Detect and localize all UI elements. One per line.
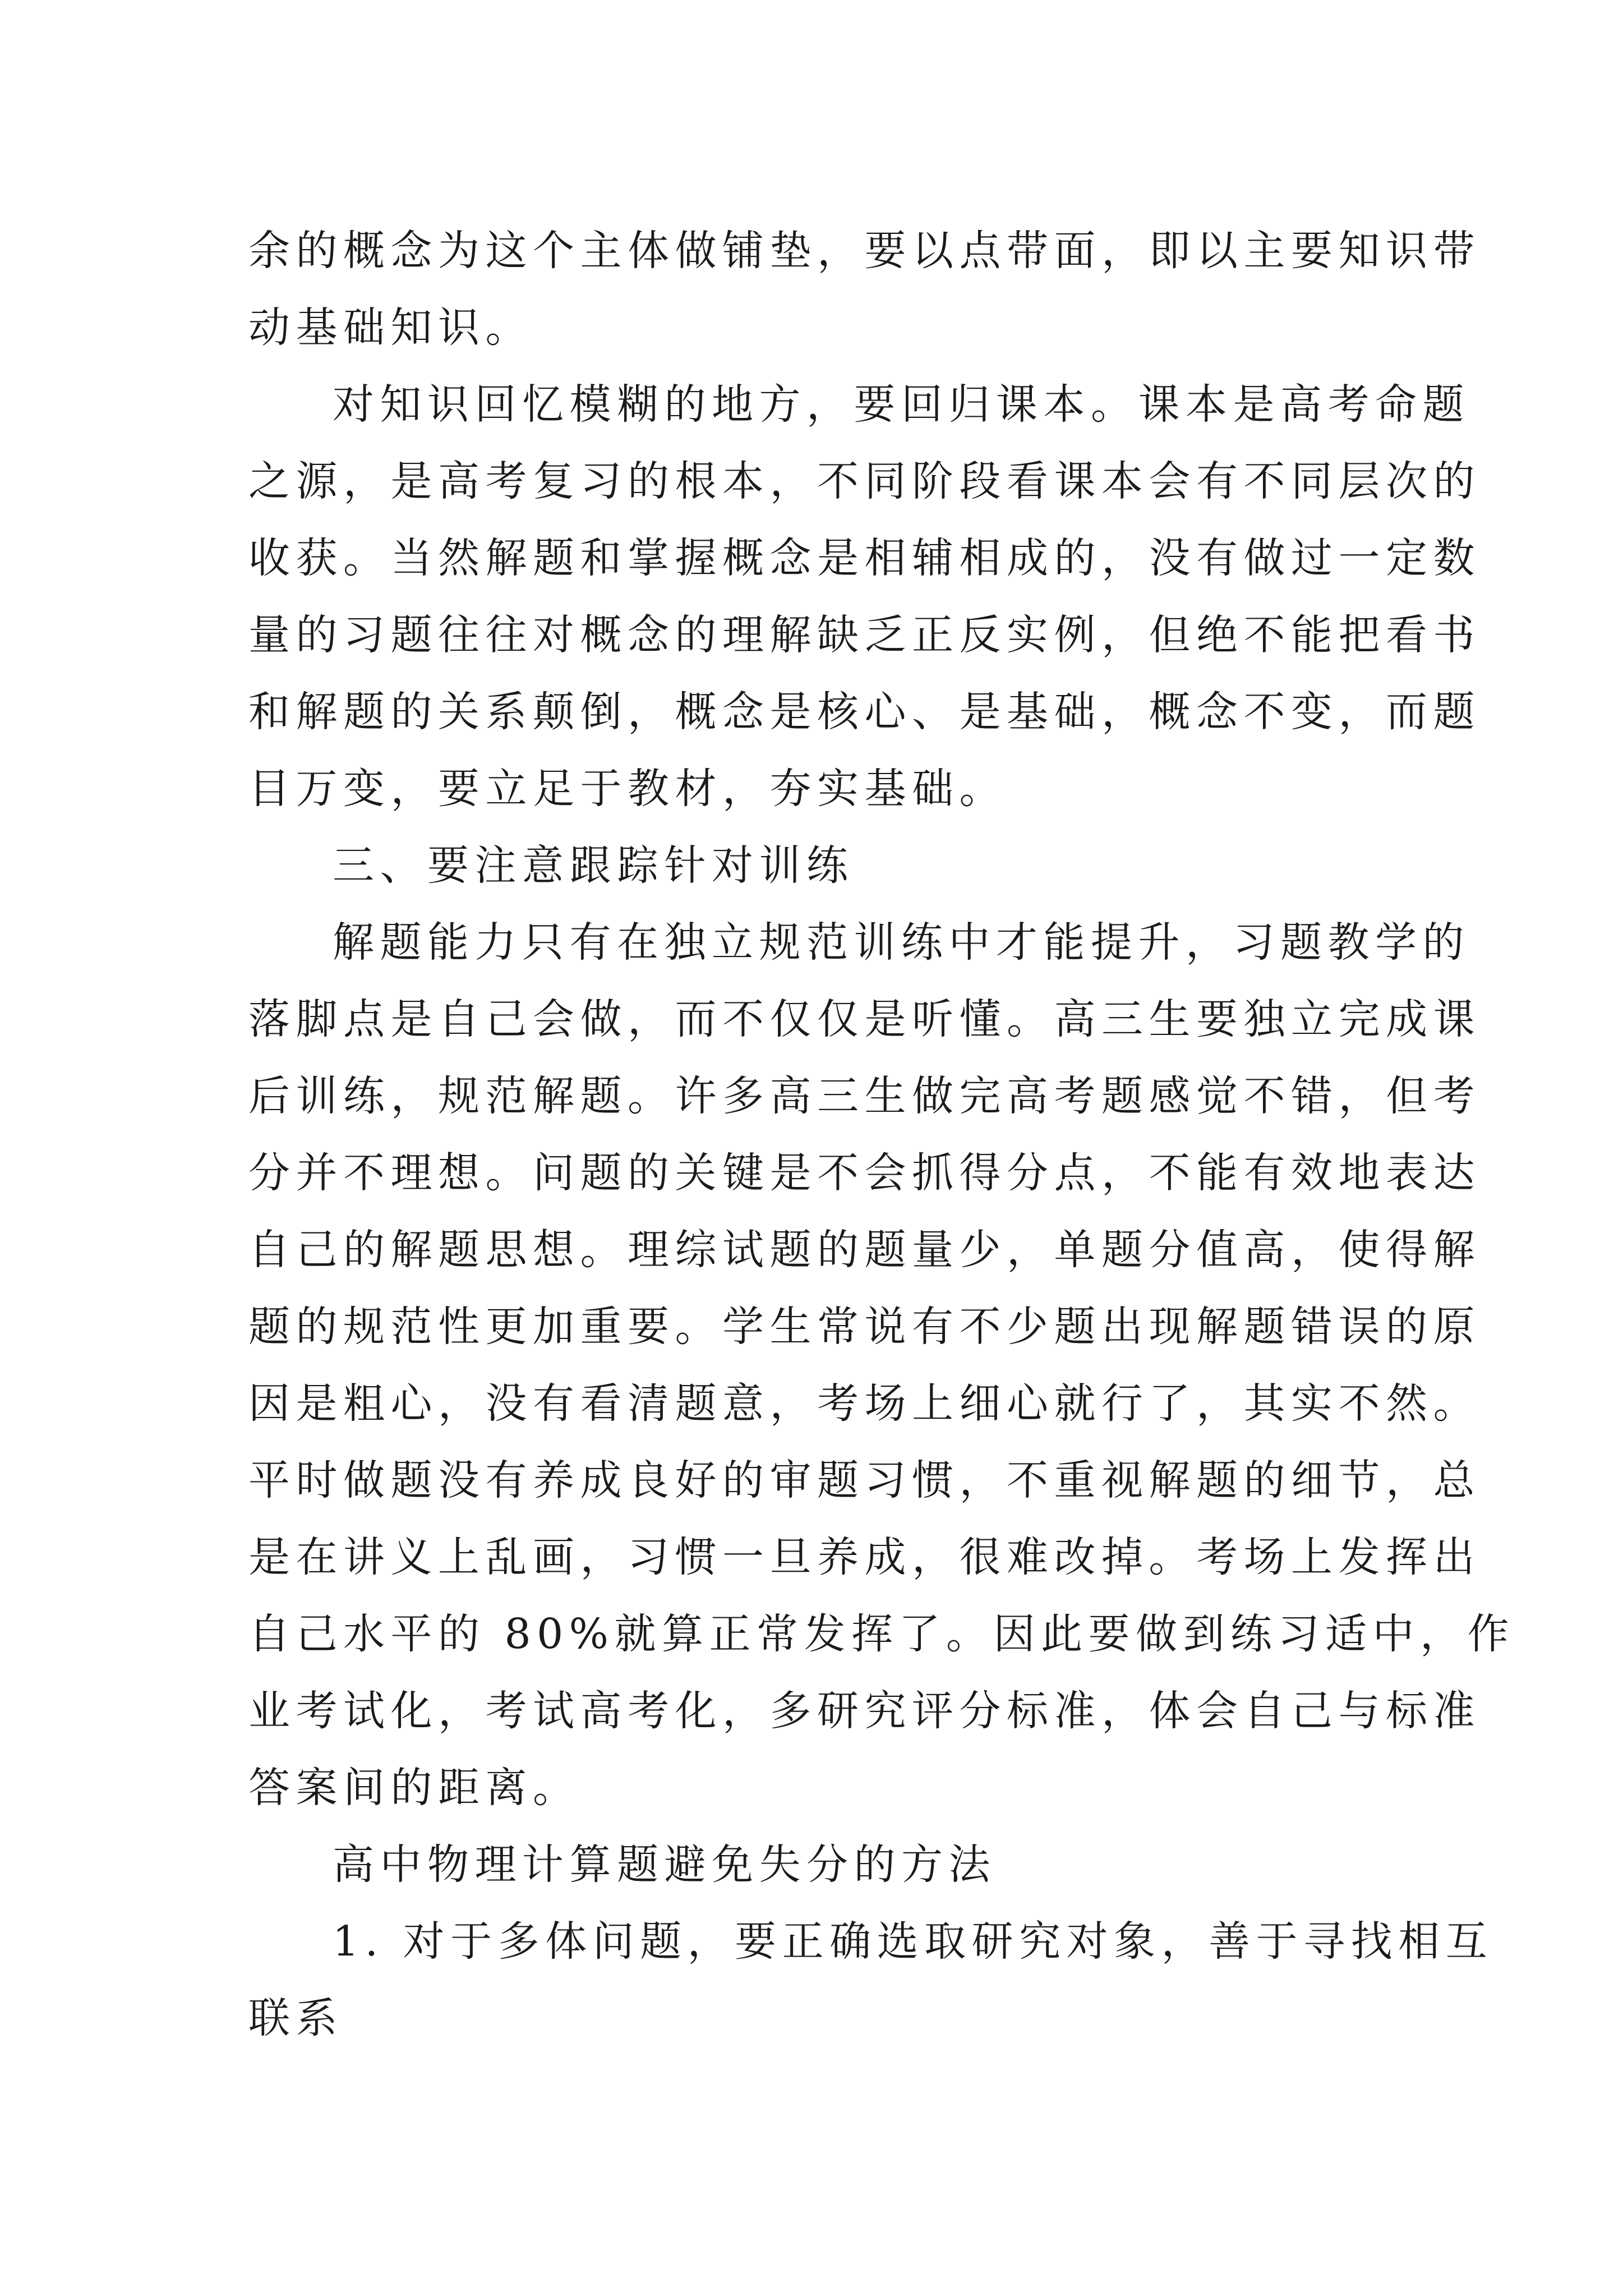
body-text-line: 自己的解题思想。理综试题的题量少，单题分值高，使得解 bbox=[248, 1226, 1481, 1274]
paragraph-first-line: 解题能力只有在独立规范训练中才能提升，习题教学的 bbox=[333, 918, 1470, 967]
body-text-line: 业考试化，考试高考化，多研究评分标准，体会自己与标准 bbox=[248, 1687, 1481, 1735]
section-heading: 高中物理计算题避免失分的方法 bbox=[333, 1841, 996, 1889]
body-text-line: 联系 bbox=[248, 1994, 343, 2042]
body-text-line: 题的规范性更加重要。学生常说有不少题出现解题错误的原 bbox=[248, 1303, 1481, 1351]
body-text-line: 后训练，规范解题。许多高三生做完高考题感觉不错，但考 bbox=[248, 1072, 1481, 1120]
body-text-line: 因是粗心，没有看清题意，考场上细心就行了，其实不然。 bbox=[248, 1379, 1481, 1428]
body-text-line: 和解题的关系颠倒，概念是核心、是基础，概念不变，而题 bbox=[248, 688, 1481, 736]
body-text-line: 答案间的距离。 bbox=[248, 1764, 580, 1812]
body-text-line: 平时做题没有养成良好的审题习惯，不重视解题的细节，总 bbox=[248, 1456, 1481, 1504]
body-text-line: 目万变，要立足于教材，夯实基础。 bbox=[248, 765, 1007, 813]
section-heading: 三、要注意跟踪针对训练 bbox=[333, 841, 854, 890]
body-text-line: 量的习题往往对概念的理解缺乏正反实例，但绝不能把看书 bbox=[248, 611, 1481, 659]
body-text-line: 落脚点是自己会做，而不仅仅是听懂。高三生要独立完成课 bbox=[248, 995, 1481, 1043]
body-text-line: 分并不理想。问题的关键是不会抓得分点，不能有效地表达 bbox=[248, 1149, 1481, 1197]
numbered-item-first-line: 1. 对于多体问题，要正确选取研究对象，善于寻找相互 bbox=[333, 1917, 1493, 1966]
body-text-line: 余的概念为这个主体做铺垫，要以点带面，即以主要知识带 bbox=[248, 227, 1481, 275]
body-text-line: 收获。当然解题和掌握概念是相辅相成的，没有做过一定数 bbox=[248, 534, 1481, 582]
paragraph-first-line: 对知识回忆模糊的地方，要回归课本。课本是高考命题 bbox=[333, 380, 1470, 429]
body-text-line: 动基础知识。 bbox=[248, 303, 533, 352]
body-text-line: 之源，是高考复习的根本，不同阶段看课本会有不同层次的 bbox=[248, 457, 1481, 505]
body-text-line: 自己水平的 80%就算正常发挥了。因此要做到练习适中，作 bbox=[248, 1610, 1515, 1658]
body-text-line: 是在讲义上乱画，习惯一旦养成，很难改掉。考场上发挥出 bbox=[248, 1533, 1481, 1581]
